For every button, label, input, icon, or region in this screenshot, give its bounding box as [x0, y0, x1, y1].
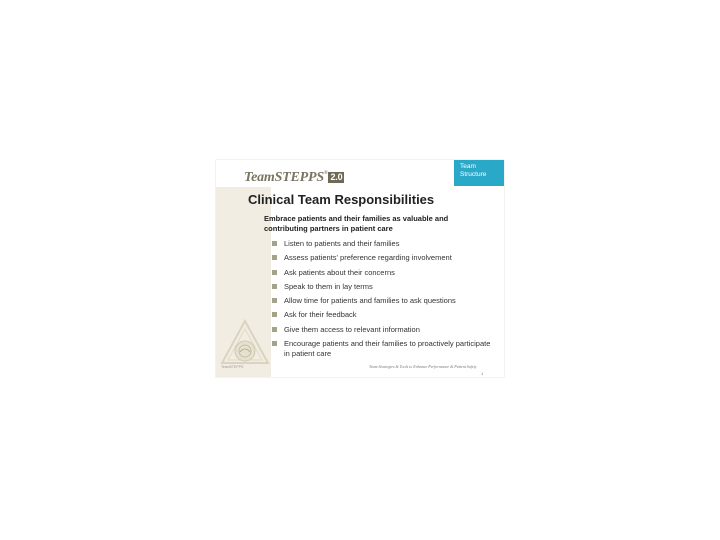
triangle-logo-icon	[220, 319, 270, 384]
bullet-text: Give them access to relevant information	[284, 324, 420, 334]
section-tab-line-1: Team	[460, 163, 476, 170]
section-tab-line-2: Structure	[460, 171, 487, 178]
bullet-item	[272, 282, 497, 292]
bullet-square-icon	[272, 312, 277, 317]
bullet-square-icon	[272, 255, 277, 260]
bullet-text: Speak to them in lay terms	[284, 281, 373, 291]
bullet-text: Assess patients' preference regarding involvement	[284, 253, 452, 263]
slide-title: Clinical Team Responsibilities	[248, 192, 435, 207]
bullet-square-icon	[272, 341, 277, 346]
bullet-square-icon	[272, 327, 277, 332]
bullet-item	[272, 253, 497, 263]
bullet-text: Encourage patients and their families to proactively participate in patient care	[284, 339, 491, 358]
bullet-square-icon	[272, 241, 277, 246]
bullet-text: Ask patients about their concerns	[284, 267, 395, 277]
bullet-text: Listen to patients and their families	[284, 239, 400, 248]
footer-text: Team Strategies & Tools to Enhance Performance & Patient Safety	[369, 364, 477, 369]
bullet-square-icon	[272, 284, 277, 289]
bullet-list	[272, 239, 497, 358]
brand-name: TeamSTEPPS	[244, 170, 324, 185]
bullet-item	[272, 339, 497, 358]
bullet-item	[272, 239, 497, 249]
brand-trademark: ®	[323, 171, 328, 176]
bullet-text: Allow time for patients and families to ask questions	[284, 296, 456, 306]
section-tab	[454, 160, 504, 186]
brand-version-badge: 2.0	[330, 172, 343, 182]
bullet-text: Ask for their feedback	[284, 310, 357, 320]
bullet-square-icon	[272, 298, 277, 303]
page-number: 1	[481, 371, 484, 376]
bullet-item	[272, 268, 497, 278]
brand-logo	[244, 170, 344, 186]
copyright-mark: TeamSTEPPS	[221, 365, 244, 369]
slide	[216, 160, 504, 377]
bullet-square-icon	[272, 270, 277, 275]
bullet-item	[272, 325, 497, 335]
bullet-item	[272, 310, 497, 320]
bullet-item	[272, 296, 497, 306]
intro-text: Embrace patients and their families as valuable and contributing partners in patient care	[264, 214, 449, 233]
left-band	[216, 187, 271, 377]
